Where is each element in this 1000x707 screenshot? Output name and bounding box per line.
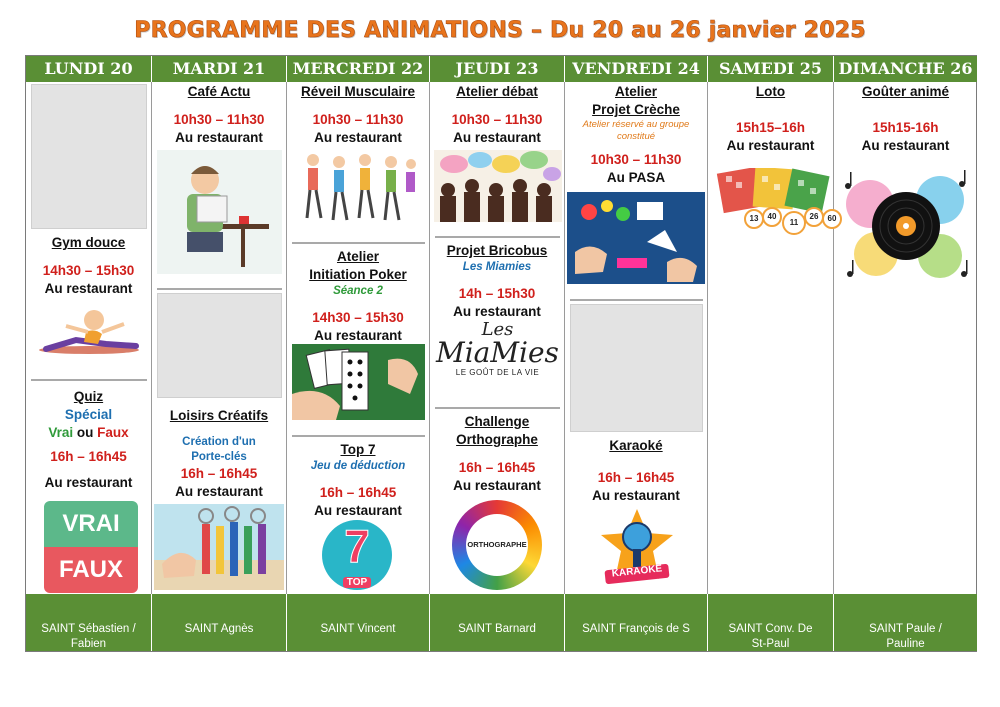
faux-text: Faux [97,425,129,440]
event-title: Réveil Musculaire [300,84,416,99]
event-title: Café Actu [187,84,251,99]
logo-tagline: LE GOÛT DE LA VIE [455,368,540,377]
karaoke-word: KARAOKE [611,563,663,580]
event-subtitle: Séance 2 [333,285,383,297]
day-header-samedi: SAMEDI 25 [708,56,834,82]
event-place: Au restaurant [314,130,402,145]
divider [570,299,703,301]
event-projet-creche [565,83,707,187]
footer-cell [708,594,834,621]
loto-ball: 40 [762,207,782,227]
event-atelier-debat [430,83,564,147]
event-title-line1: Atelier [614,84,658,99]
event-time: 10h30 – 11h30 [312,112,404,127]
event-initiation-poker [287,248,429,345]
day-header-dimanche: DIMANCHE 26 [834,56,977,82]
event-time: 10h30 – 11h30 [173,112,265,127]
event-subtitle: Les Miamies [462,261,532,273]
footer-cell [26,594,152,621]
event-place: Au restaurant [44,281,133,296]
top7-logo-number: 7 [344,520,370,572]
footer-cell [834,594,977,621]
logo-line2: MiaMies [436,336,559,369]
saint-mercredi: SAINT Vincent [287,621,430,651]
event-title: Loto [755,84,786,99]
column-mardi [152,82,287,594]
event-title-line2: Projet Crèche [592,102,680,117]
loto-ball: 11 [782,211,806,235]
loto-ball: 13 [744,209,764,229]
day-header-mercredi: MERCREDI 22 [287,56,430,82]
event-title-line2: Orthographe [456,432,538,447]
footer-cell [287,594,430,621]
column-mercredi [287,82,430,594]
les-miamies-logo [430,319,565,377]
debate-illustration [434,150,562,222]
event-title: Loisirs Créatifs [169,408,269,423]
footer-cell [152,594,287,621]
divider [157,288,282,290]
loto-balls [744,207,844,237]
event-cafe-actu [152,83,286,147]
footer-cell [430,594,565,621]
porte-cles-illustration [154,504,284,590]
event-loto [708,83,833,155]
event-quiz [26,388,151,492]
divider [435,236,560,238]
saint-samedi: SAINT Conv. De St-Paul [708,621,834,651]
event-time: 15h15-16h [872,120,939,135]
divider [31,379,147,381]
event-time: 16h – 16h45 [319,485,397,500]
vrai-faux-image [44,501,138,593]
day-header-mardi: MARDI 21 [152,56,287,82]
event-place: Au restaurant [726,138,815,153]
event-time: 10h30 – 11h30 [451,112,543,127]
saint-jeudi: SAINT Barnard [430,621,565,651]
poker-illustration [292,344,425,420]
event-time: 16h – 16h45 [458,460,536,475]
footer-cell [565,594,708,621]
event-place: Au restaurant [44,475,133,490]
column-vendredi [565,82,708,594]
event-top-7 [287,441,429,520]
event-time: 15h15–16h [735,120,806,135]
event-time: 16h – 16h45 [597,470,675,485]
event-place: Au restaurant [175,130,263,145]
ou-text: ou [76,425,94,440]
event-place: Au PASA [606,170,666,185]
empty-slot [570,304,703,432]
saint-mardi: SAINT Agnès [152,621,287,651]
event-title-line1: Challenge [464,414,530,429]
event-karaoke [565,437,707,505]
event-projet-bricobus [430,242,564,321]
event-reveil-musculaire [287,83,429,147]
day-header-vendredi: VENDREDI 24 [565,56,708,82]
event-subtitle: Spécial [64,407,113,422]
day-header-jeudi: JEUDI 23 [430,56,565,82]
event-place: Au restaurant [175,484,263,499]
event-challenge-orthographe [430,413,564,495]
event-title: Gym douce [51,235,126,250]
saint-vendredi: SAINT François de S [565,621,708,651]
creche-illustration [567,192,705,284]
event-title: Quiz [73,389,104,404]
event-subtitle: Jeu de déduction [310,460,406,472]
vrai-label: VRAI [44,501,138,547]
event-title: Atelier débat [456,84,538,99]
event-title: Karaoké [609,438,663,453]
event-time: 16h – 16h45 [180,466,258,481]
event-gym-douce [26,234,151,298]
empty-slot [31,84,147,229]
faux-label: FAUX [44,547,138,593]
event-time: 16h – 16h45 [50,449,127,464]
column-samedi [708,82,834,594]
event-subtitle: Création d'un Porte-clés [182,436,256,463]
orthographe-word: ORTHOGRAPHE [466,514,528,576]
loto-ball: 60 [822,209,842,229]
event-loisirs-creatifs [152,407,286,501]
column-lundi [26,82,152,594]
event-time: 14h – 15h30 [458,286,536,301]
event-title-line2: Initiation Poker [309,267,407,282]
event-title-line1: Atelier [336,249,380,264]
divider [435,407,560,409]
event-place: Au restaurant [314,503,402,518]
vrai-text: Vrai [48,425,74,440]
gym-illustration [36,302,142,364]
event-time: 10h30 – 11h30 [590,152,682,167]
divider [292,242,425,244]
event-title: Goûter animé [861,84,950,99]
top7-logo [322,520,392,590]
fitness-illustration [299,150,419,226]
column-jeudi [430,82,565,594]
top7-logo-word: TOP [343,577,371,588]
divider [292,435,425,437]
event-place: Au restaurant [314,328,402,343]
event-place: Au restaurant [592,488,680,503]
empty-slot [157,293,282,398]
cafe-actu-illustration [157,150,282,274]
event-note: Atelier réservé au groupe constitué [582,119,690,142]
day-header-lundi: LUNDI 20 [26,56,152,82]
event-time: 14h30 – 15h30 [42,263,135,278]
logo-line1: Les [481,319,514,340]
event-title: Projet Bricobus [446,243,548,258]
event-place: Au restaurant [453,478,541,493]
music-illustration [840,164,972,288]
column-dimanche [834,82,977,594]
page-title: PROGRAMME DES ANIMATIONS – Du 20 au 26 janvier 2025 [134,18,866,43]
schedule-grid [25,55,977,652]
saint-lundi: SAINT Sébastien / Fabien [26,621,152,651]
event-place: Au restaurant [453,130,541,145]
event-place: Au restaurant [861,138,950,153]
orthographe-illustration [452,500,542,590]
loto-ball: 26 [804,207,824,227]
event-title: Top 7 [340,442,376,457]
event-time: 14h30 – 15h30 [312,310,404,325]
event-gouter-anime [834,83,977,155]
event-place: Au restaurant [453,304,541,319]
saint-dimanche: SAINT Paule / Pauline [834,621,977,651]
